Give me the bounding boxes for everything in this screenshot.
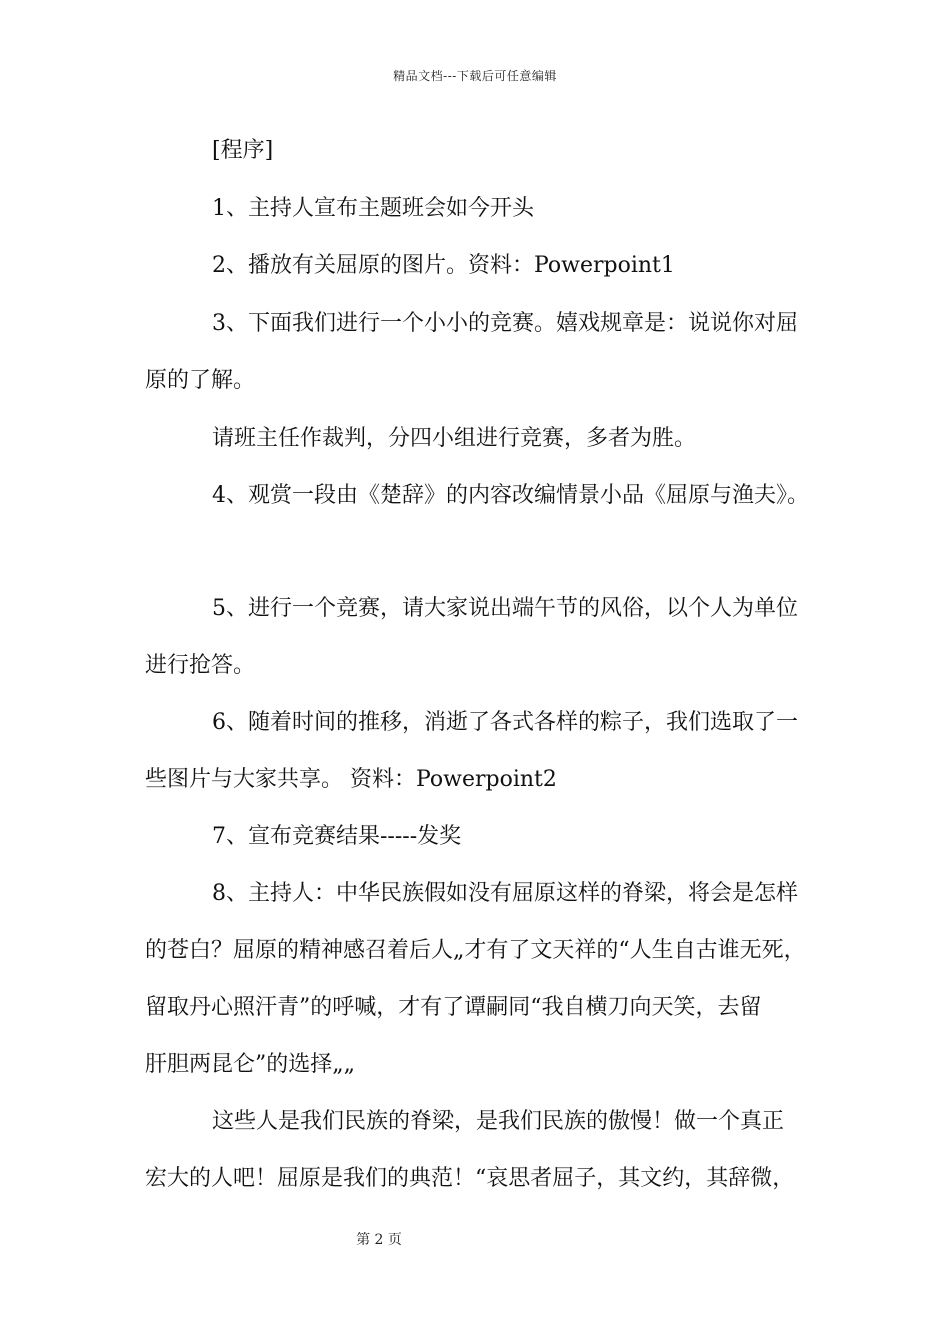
paragraph-line: 请班主任作裁判，分四小组进行竞赛，多者为胜。: [212, 426, 697, 451]
paragraph-line: 1、主持人宣布主题班会如今开头: [212, 196, 534, 221]
paragraph-line: 这些人是我们民族的脊梁，是我们民族的傲慢！做一个真正: [212, 1109, 785, 1134]
paragraph-line: 肝胆两昆仑”的选择„„: [145, 1052, 356, 1077]
paragraph-line: 原的了解。: [145, 368, 256, 393]
paragraph-line: 3、下面我们进行一个小小的竞赛。嬉戏规章是：说说你对屈: [212, 311, 798, 336]
paragraph-line: 5、进行一个竞赛，请大家说出端午节的风俗，以个人为单位: [212, 596, 798, 621]
page-header: 精品文档---下载后可任意编辑: [393, 69, 557, 83]
paragraph-line: 4、观赏一段由《楚辞》的内容改编情景小品《屈原与渔夫》。: [212, 483, 809, 508]
paragraph-line: 进行抢答。: [145, 653, 256, 678]
paragraph-line: 留取丹心照汗青”的呼喊，才有了谭嗣同“我自横刀向天笑，去留: [145, 995, 762, 1020]
paragraph-line: 的苍白？屈原的精神感召着后人„才有了文天祥的“人生自古谁无死，: [145, 938, 806, 963]
paragraph-line: 6、随着时间的推移，消逝了各式各样的粽子，我们选取了一: [212, 710, 798, 735]
paragraph-line: 宏大的人吧！屈原是我们的典范！“哀思者屈子，其文约，其辞微，: [145, 1166, 795, 1191]
paragraph-line: 些图片与大家共享。 资料：Powerpoint2: [145, 767, 557, 792]
paragraph-line: 7、宣布竞赛结果-----发奖: [212, 824, 462, 849]
paragraph-line: 8、主持人：中华民族假如没有屈原这样的脊梁，将会是怎样: [212, 881, 798, 906]
section-heading: [程序]: [212, 138, 274, 163]
page-number: 第 2 页: [356, 1232, 402, 1248]
paragraph-line: 2、播放有关屈原的图片。资料：Powerpoint1: [212, 253, 675, 278]
